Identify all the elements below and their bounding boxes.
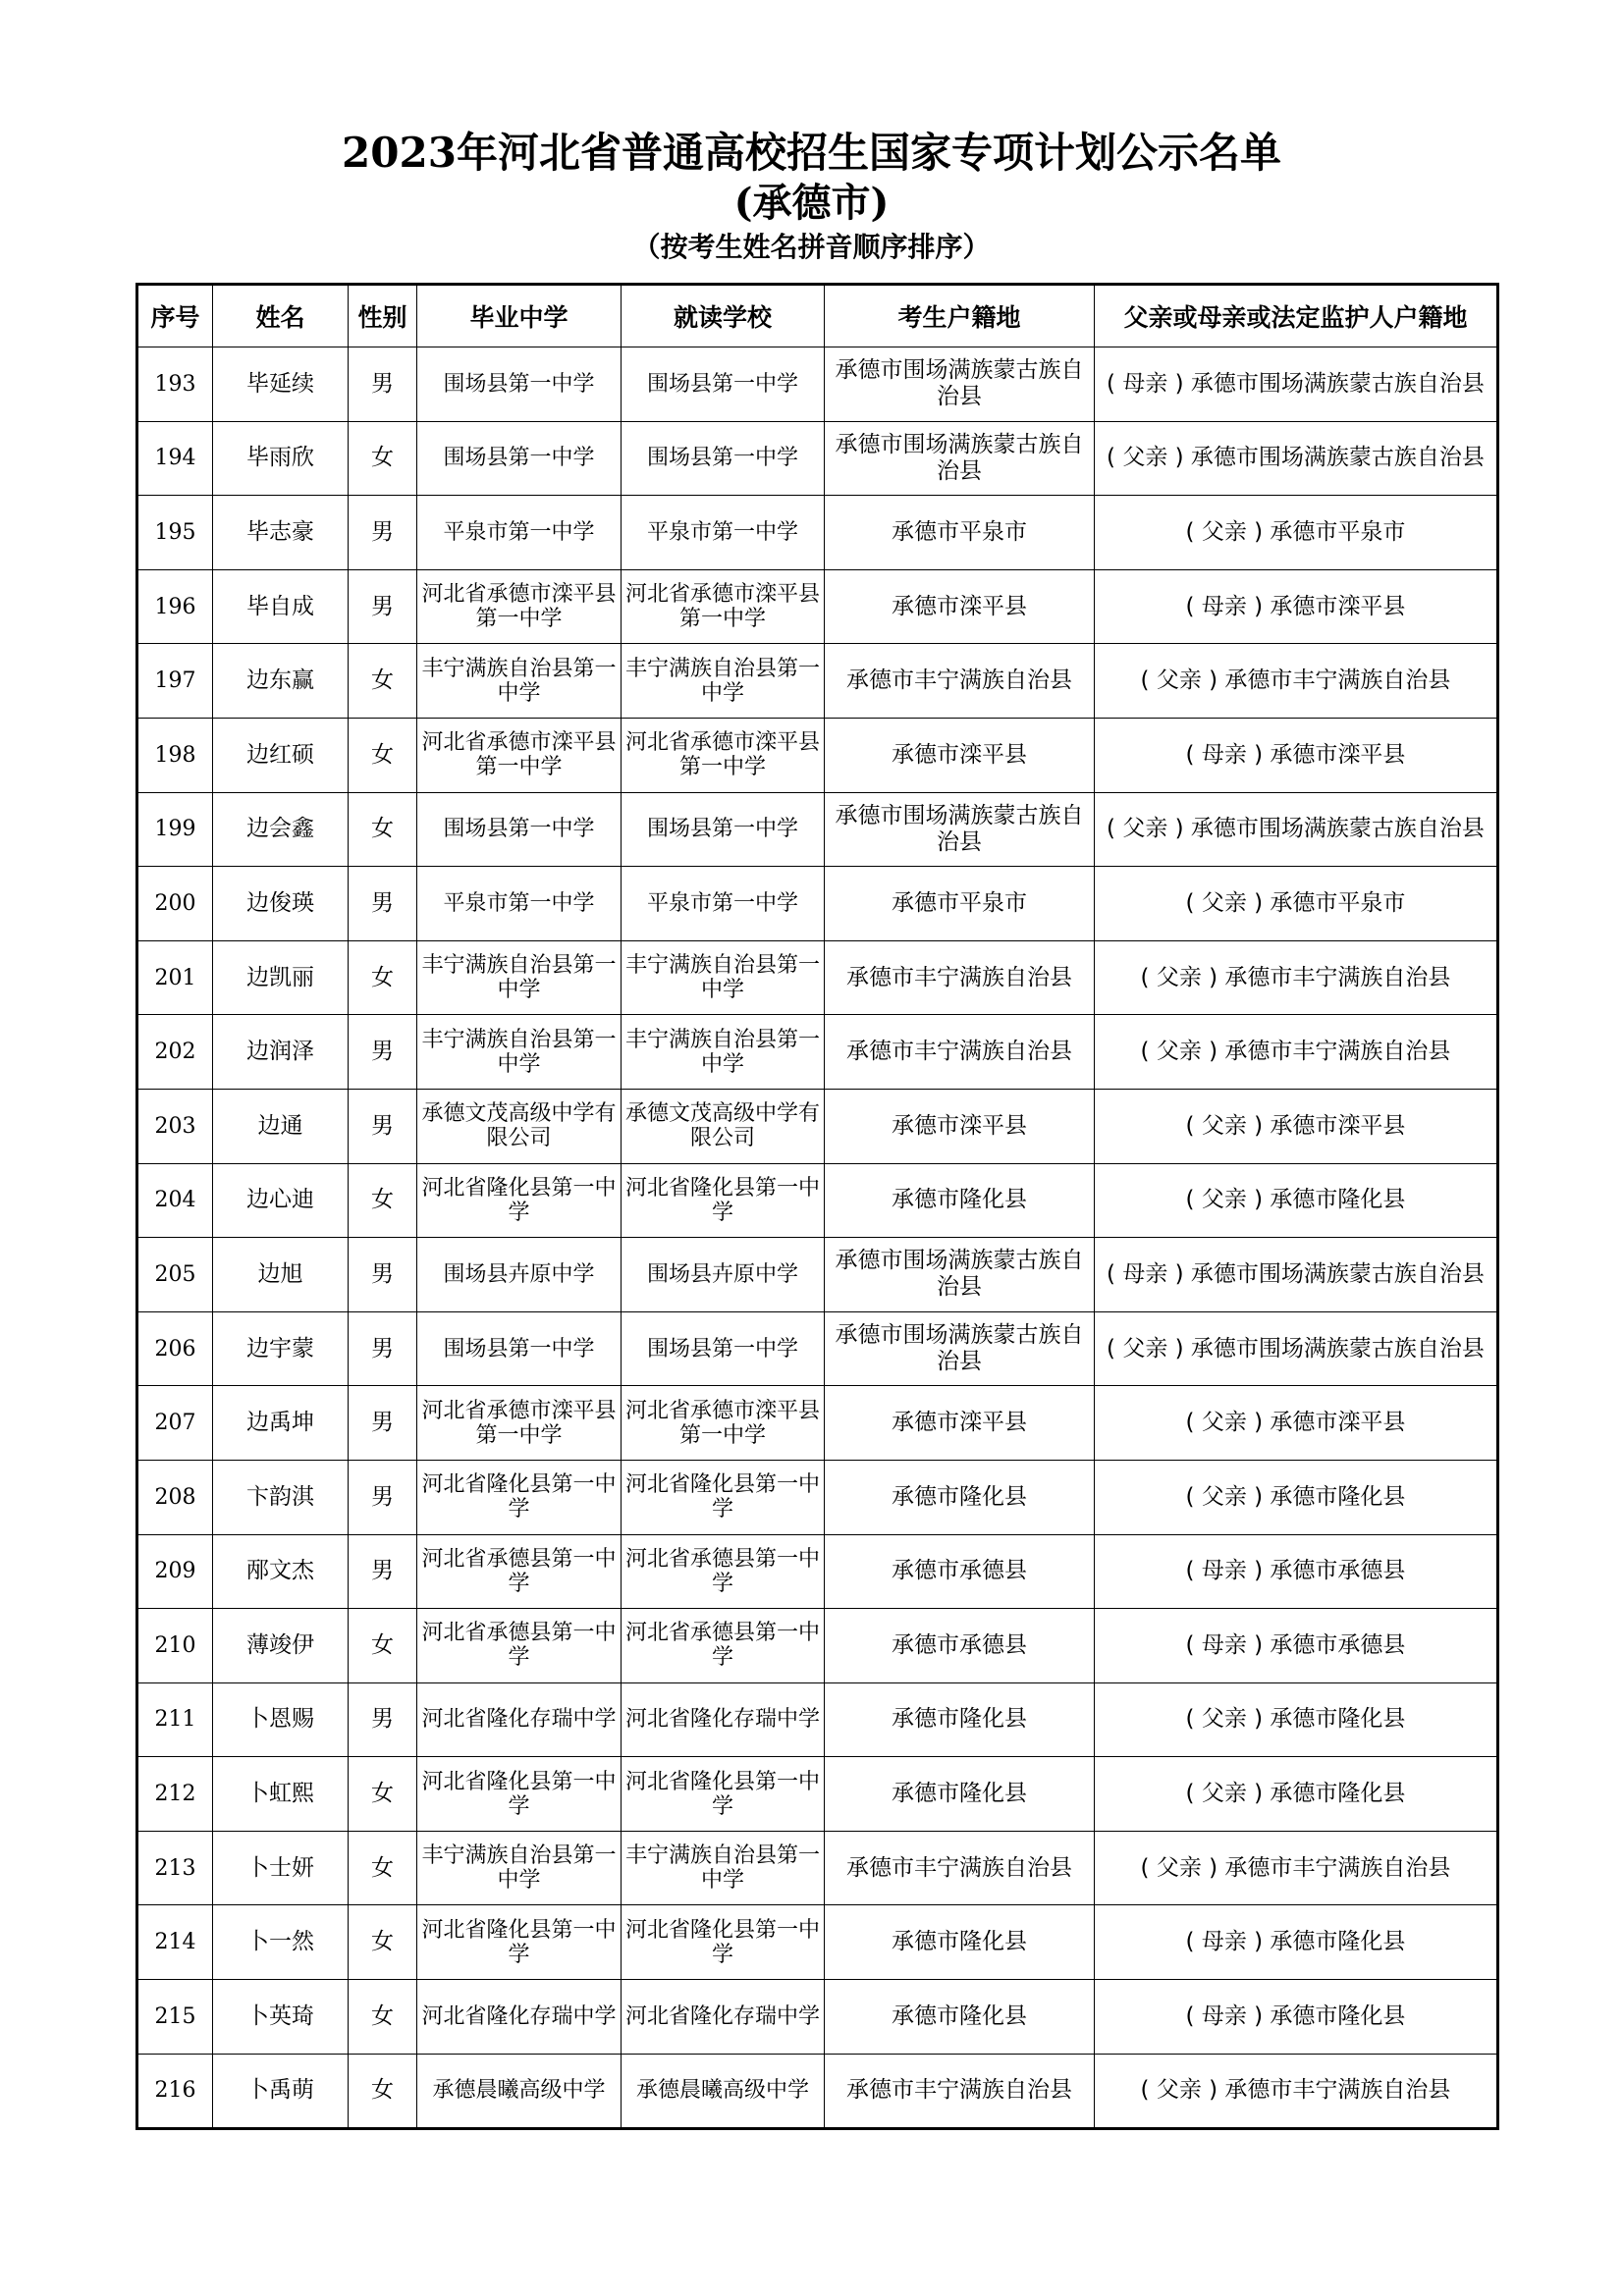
table-row xyxy=(137,421,1498,496)
cell-current-school: 丰宁满族自治县第一中学 xyxy=(622,1831,825,1905)
cell-current-school: 河北省隆化县第一中学 xyxy=(622,1905,825,1980)
cell-index: 214 xyxy=(137,1905,213,1980)
cell-current-school: 围场县第一中学 xyxy=(622,1311,825,1386)
cell-graduated-school: 围场县第一中学 xyxy=(417,1311,622,1386)
cell-guardian-residence: ( 父亲 ) 承德市围场满族蒙古族自治县 xyxy=(1095,421,1498,496)
cell-guardian-residence: ( 父亲 ) 承德市平泉市 xyxy=(1095,496,1498,570)
cell-index: 193 xyxy=(137,347,213,422)
cell-student-residence: 承德市围场满族蒙古族自治县 xyxy=(825,421,1095,496)
cell-graduated-school: 承德晨曦高级中学 xyxy=(417,2054,622,2129)
cell-current-school: 丰宁满族自治县第一中学 xyxy=(622,940,825,1015)
cell-index: 205 xyxy=(137,1238,213,1312)
cell-name: 卜英琦 xyxy=(213,1980,349,2055)
cell-gender: 女 xyxy=(349,1163,417,1238)
cell-name: 毕自成 xyxy=(213,569,349,644)
cell-graduated-school: 丰宁满族自治县第一中学 xyxy=(417,940,622,1015)
cell-guardian-residence: ( 母亲 ) 承德市滦平县 xyxy=(1095,569,1498,644)
cell-name: 边通 xyxy=(213,1089,349,1163)
table-row xyxy=(137,1534,1498,1609)
cell-guardian-residence: ( 父亲 ) 承德市围场满族蒙古族自治县 xyxy=(1095,792,1498,867)
cell-current-school: 河北省隆化县第一中学 xyxy=(622,1163,825,1238)
table-row xyxy=(137,496,1498,570)
cell-current-school: 河北省承德市滦平县第一中学 xyxy=(622,569,825,644)
cell-gender: 男 xyxy=(349,1682,417,1757)
cell-graduated-school: 丰宁满族自治县第一中学 xyxy=(417,644,622,719)
header-guardian-residence: 父亲或母亲或法定监护人户籍地 xyxy=(1095,285,1498,347)
cell-index: 215 xyxy=(137,1980,213,2055)
cell-student-residence: 承德市丰宁满族自治县 xyxy=(825,644,1095,719)
header-current-school: 就读学校 xyxy=(622,285,825,347)
cell-current-school: 河北省承德市滦平县第一中学 xyxy=(622,1386,825,1461)
cell-student-residence: 承德市丰宁满族自治县 xyxy=(825,1831,1095,1905)
cell-graduated-school: 平泉市第一中学 xyxy=(417,496,622,570)
table-row xyxy=(137,1386,1498,1461)
cell-name: 卞韵淇 xyxy=(213,1460,349,1534)
table-row xyxy=(137,2054,1498,2129)
header-student-residence: 考生户籍地 xyxy=(825,285,1095,347)
table-row xyxy=(137,1238,1498,1312)
cell-index: 196 xyxy=(137,569,213,644)
cell-name: 卜虹熙 xyxy=(213,1757,349,1832)
cell-graduated-school: 河北省承德县第一中学 xyxy=(417,1609,622,1683)
cell-guardian-residence: ( 父亲 ) 承德市丰宁满族自治县 xyxy=(1095,1015,1498,1090)
cell-gender: 女 xyxy=(349,2054,417,2129)
cell-graduated-school: 丰宁满族自治县第一中学 xyxy=(417,1831,622,1905)
cell-current-school: 围场县第一中学 xyxy=(622,792,825,867)
cell-name: 薄竣伊 xyxy=(213,1609,349,1683)
cell-guardian-residence: ( 父亲 ) 承德市滦平县 xyxy=(1095,1089,1498,1163)
cell-gender: 女 xyxy=(349,421,417,496)
cell-current-school: 河北省承德市滦平县第一中学 xyxy=(622,718,825,792)
cell-guardian-residence: ( 母亲 ) 承德市承德县 xyxy=(1095,1609,1498,1683)
table-row xyxy=(137,718,1498,792)
cell-current-school: 围场县第一中学 xyxy=(622,347,825,422)
document-subtitle: (承德市) xyxy=(733,180,890,226)
cell-gender: 女 xyxy=(349,718,417,792)
cell-current-school: 平泉市第一中学 xyxy=(622,867,825,941)
cell-index: 204 xyxy=(137,1163,213,1238)
cell-gender: 女 xyxy=(349,1905,417,1980)
cell-current-school: 丰宁满族自治县第一中学 xyxy=(622,1015,825,1090)
cell-student-residence: 承德市围场满族蒙古族自治县 xyxy=(825,347,1095,422)
cell-student-residence: 承德市丰宁满族自治县 xyxy=(825,940,1095,1015)
table-row xyxy=(137,1831,1498,1905)
cell-student-residence: 承德市隆化县 xyxy=(825,1757,1095,1832)
cell-name: 边宇蒙 xyxy=(213,1311,349,1386)
cell-graduated-school: 河北省隆化县第一中学 xyxy=(417,1460,622,1534)
cell-gender: 男 xyxy=(349,569,417,644)
cell-graduated-school: 围场县第一中学 xyxy=(417,347,622,422)
cell-gender: 女 xyxy=(349,940,417,1015)
cell-guardian-residence: ( 父亲 ) 承德市丰宁满族自治县 xyxy=(1095,940,1498,1015)
cell-current-school: 河北省承德县第一中学 xyxy=(622,1534,825,1609)
table-row xyxy=(137,1460,1498,1534)
cell-guardian-residence: ( 母亲 ) 承德市承德县 xyxy=(1095,1534,1498,1609)
cell-gender: 男 xyxy=(349,1386,417,1461)
cell-graduated-school: 围场县第一中学 xyxy=(417,792,622,867)
cell-index: 208 xyxy=(137,1460,213,1534)
cell-index: 213 xyxy=(137,1831,213,1905)
cell-student-residence: 承德市隆化县 xyxy=(825,1905,1095,1980)
cell-index: 212 xyxy=(137,1757,213,1832)
cell-current-school: 河北省承德县第一中学 xyxy=(622,1609,825,1683)
cell-student-residence: 承德市承德县 xyxy=(825,1609,1095,1683)
roster-table xyxy=(135,283,1499,2130)
cell-student-residence: 承德市隆化县 xyxy=(825,1980,1095,2055)
cell-name: 卜一然 xyxy=(213,1905,349,1980)
cell-guardian-residence: ( 母亲 ) 承德市围场满族蒙古族自治县 xyxy=(1095,1238,1498,1312)
cell-student-residence: 承德市平泉市 xyxy=(825,496,1095,570)
table-row xyxy=(137,1311,1498,1386)
cell-guardian-residence: ( 父亲 ) 承德市滦平县 xyxy=(1095,1386,1498,1461)
table-row xyxy=(137,1905,1498,1980)
cell-guardian-residence: ( 母亲 ) 承德市隆化县 xyxy=(1095,1980,1498,2055)
table-row xyxy=(137,347,1498,422)
cell-gender: 男 xyxy=(349,1311,417,1386)
cell-name: 边红硕 xyxy=(213,718,349,792)
cell-graduated-school: 河北省隆化存瑞中学 xyxy=(417,1980,622,2055)
cell-current-school: 围场县第一中学 xyxy=(622,421,825,496)
cell-gender: 男 xyxy=(349,347,417,422)
cell-index: 199 xyxy=(137,792,213,867)
cell-graduated-school: 河北省承德市滦平县第一中学 xyxy=(417,718,622,792)
cell-index: 194 xyxy=(137,421,213,496)
cell-name: 毕志豪 xyxy=(213,496,349,570)
cell-guardian-residence: ( 父亲 ) 承德市隆化县 xyxy=(1095,1460,1498,1534)
cell-name: 边润泽 xyxy=(213,1015,349,1090)
cell-name: 边凯丽 xyxy=(213,940,349,1015)
cell-index: 211 xyxy=(137,1682,213,1757)
cell-graduated-school: 河北省承德县第一中学 xyxy=(417,1534,622,1609)
cell-student-residence: 承德市围场满族蒙古族自治县 xyxy=(825,1311,1095,1386)
cell-current-school: 河北省隆化县第一中学 xyxy=(622,1460,825,1534)
table-row xyxy=(137,867,1498,941)
cell-student-residence: 承德市丰宁满族自治县 xyxy=(825,1015,1095,1090)
cell-name: 卜恩赐 xyxy=(213,1682,349,1757)
cell-index: 202 xyxy=(137,1015,213,1090)
cell-student-residence: 承德市平泉市 xyxy=(825,867,1095,941)
cell-current-school: 丰宁满族自治县第一中学 xyxy=(622,644,825,719)
cell-index: 200 xyxy=(137,867,213,941)
cell-guardian-residence: ( 父亲 ) 承德市围场满族蒙古族自治县 xyxy=(1095,1311,1498,1386)
cell-guardian-residence: ( 母亲 ) 承德市隆化县 xyxy=(1095,1905,1498,1980)
cell-current-school: 围场县卉原中学 xyxy=(622,1238,825,1312)
header-name: 姓名 xyxy=(213,285,349,347)
sort-note: （按考生姓名拼音顺序排序） xyxy=(632,231,991,263)
cell-current-school: 河北省隆化县第一中学 xyxy=(622,1757,825,1832)
table-row xyxy=(137,792,1498,867)
cell-guardian-residence: ( 父亲 ) 承德市隆化县 xyxy=(1095,1682,1498,1757)
cell-graduated-school: 河北省隆化存瑞中学 xyxy=(417,1682,622,1757)
cell-index: 207 xyxy=(137,1386,213,1461)
cell-gender: 女 xyxy=(349,1757,417,1832)
cell-graduated-school: 河北省隆化县第一中学 xyxy=(417,1757,622,1832)
cell-name: 毕延续 xyxy=(213,347,349,422)
cell-index: 198 xyxy=(137,718,213,792)
cell-name: 卜禹萌 xyxy=(213,2054,349,2129)
cell-name: 边旭 xyxy=(213,1238,349,1312)
cell-gender: 男 xyxy=(349,1460,417,1534)
cell-index: 210 xyxy=(137,1609,213,1683)
table-row xyxy=(137,1015,1498,1090)
cell-student-residence: 承德市滦平县 xyxy=(825,718,1095,792)
cell-index: 201 xyxy=(137,940,213,1015)
cell-name: 边心迪 xyxy=(213,1163,349,1238)
cell-gender: 女 xyxy=(349,1831,417,1905)
cell-student-residence: 承德市滦平县 xyxy=(825,1089,1095,1163)
cell-name: 卜士妍 xyxy=(213,1831,349,1905)
table-row xyxy=(137,940,1498,1015)
cell-graduated-school: 承德文茂高级中学有限公司 xyxy=(417,1089,622,1163)
cell-index: 216 xyxy=(137,2054,213,2129)
cell-gender: 男 xyxy=(349,496,417,570)
cell-index: 197 xyxy=(137,644,213,719)
cell-guardian-residence: ( 父亲 ) 承德市平泉市 xyxy=(1095,867,1498,941)
cell-gender: 女 xyxy=(349,1980,417,2055)
cell-index: 203 xyxy=(137,1089,213,1163)
cell-gender: 男 xyxy=(349,1089,417,1163)
table-row xyxy=(137,1980,1498,2055)
cell-student-residence: 承德市丰宁满族自治县 xyxy=(825,2054,1095,2129)
table-row xyxy=(137,1682,1498,1757)
cell-gender: 男 xyxy=(349,1534,417,1609)
table-body xyxy=(137,347,1498,2129)
cell-current-school: 承德晨曦高级中学 xyxy=(622,2054,825,2129)
cell-name: 边东赢 xyxy=(213,644,349,719)
table-row xyxy=(137,1757,1498,1832)
table-row xyxy=(137,1089,1498,1163)
table-row xyxy=(137,1609,1498,1683)
cell-graduated-school: 丰宁满族自治县第一中学 xyxy=(417,1015,622,1090)
cell-student-residence: 承德市围场满族蒙古族自治县 xyxy=(825,1238,1095,1312)
cell-student-residence: 承德市滦平县 xyxy=(825,1386,1095,1461)
cell-guardian-residence: ( 父亲 ) 承德市隆化县 xyxy=(1095,1757,1498,1832)
cell-guardian-residence: ( 父亲 ) 承德市丰宁满族自治县 xyxy=(1095,1831,1498,1905)
cell-student-residence: 承德市承德县 xyxy=(825,1534,1095,1609)
cell-gender: 男 xyxy=(349,867,417,941)
table-header-row xyxy=(137,285,1498,347)
cell-student-residence: 承德市隆化县 xyxy=(825,1460,1095,1534)
cell-student-residence: 承德市滦平县 xyxy=(825,569,1095,644)
cell-name: 边俊瑛 xyxy=(213,867,349,941)
cell-index: 206 xyxy=(137,1311,213,1386)
header-index: 序号 xyxy=(137,285,213,347)
cell-name: 边会鑫 xyxy=(213,792,349,867)
cell-graduated-school: 河北省隆化县第一中学 xyxy=(417,1163,622,1238)
cell-graduated-school: 围场县卉原中学 xyxy=(417,1238,622,1312)
table-row xyxy=(137,569,1498,644)
cell-current-school: 河北省隆化存瑞中学 xyxy=(622,1980,825,2055)
cell-name: 邴文杰 xyxy=(213,1534,349,1609)
table-row xyxy=(137,644,1498,719)
cell-current-school: 河北省隆化存瑞中学 xyxy=(622,1682,825,1757)
cell-guardian-residence: ( 母亲 ) 承德市围场满族蒙古族自治县 xyxy=(1095,347,1498,422)
cell-current-school: 承德文茂高级中学有限公司 xyxy=(622,1089,825,1163)
cell-current-school: 平泉市第一中学 xyxy=(622,496,825,570)
cell-student-residence: 承德市围场满族蒙古族自治县 xyxy=(825,792,1095,867)
cell-guardian-residence: ( 父亲 ) 承德市丰宁满族自治县 xyxy=(1095,2054,1498,2129)
cell-guardian-residence: ( 父亲 ) 承德市隆化县 xyxy=(1095,1163,1498,1238)
cell-graduated-school: 围场县第一中学 xyxy=(417,421,622,496)
cell-graduated-school: 河北省隆化县第一中学 xyxy=(417,1905,622,1980)
cell-gender: 男 xyxy=(349,1015,417,1090)
document-title: 2023年河北省普通高校招生国家专项计划公示名单 xyxy=(342,129,1281,177)
header-graduated-school: 毕业中学 xyxy=(417,285,622,347)
cell-student-residence: 承德市隆化县 xyxy=(825,1163,1095,1238)
cell-index: 209 xyxy=(137,1534,213,1609)
cell-gender: 女 xyxy=(349,792,417,867)
cell-gender: 男 xyxy=(349,1238,417,1312)
cell-guardian-residence: ( 父亲 ) 承德市丰宁满族自治县 xyxy=(1095,644,1498,719)
cell-name: 毕雨欣 xyxy=(213,421,349,496)
cell-graduated-school: 河北省承德市滦平县第一中学 xyxy=(417,1386,622,1461)
header-gender: 性别 xyxy=(349,285,417,347)
cell-gender: 女 xyxy=(349,644,417,719)
table-row xyxy=(137,1163,1498,1238)
cell-name: 边禹坤 xyxy=(213,1386,349,1461)
cell-index: 195 xyxy=(137,496,213,570)
cell-guardian-residence: ( 母亲 ) 承德市滦平县 xyxy=(1095,718,1498,792)
cell-graduated-school: 河北省承德市滦平县第一中学 xyxy=(417,569,622,644)
cell-student-residence: 承德市隆化县 xyxy=(825,1682,1095,1757)
cell-gender: 女 xyxy=(349,1609,417,1683)
cell-graduated-school: 平泉市第一中学 xyxy=(417,867,622,941)
